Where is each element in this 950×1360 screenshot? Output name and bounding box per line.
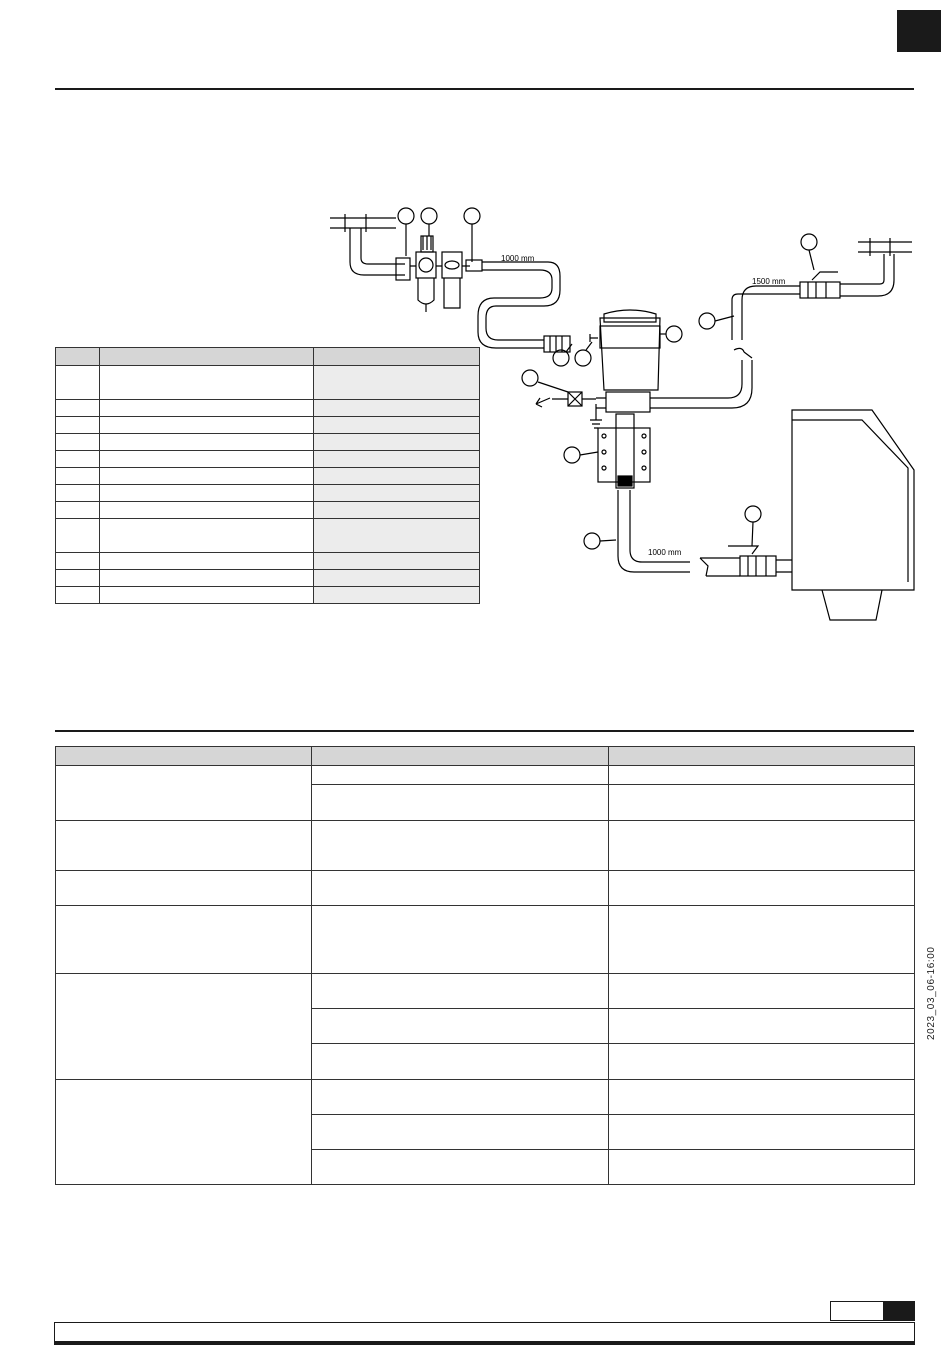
dimension-suction-hose: 1000 mm <box>648 548 682 557</box>
footer-rule <box>54 1342 915 1345</box>
table-row <box>56 417 480 434</box>
table-row <box>56 570 480 587</box>
troubleshooting-table-header <box>56 747 915 766</box>
air-supply-pipe <box>330 214 410 280</box>
page-number-badge <box>830 1301 915 1321</box>
parts-table <box>55 347 480 604</box>
table-row <box>56 553 480 570</box>
table-row <box>56 366 480 400</box>
table-row <box>56 906 915 974</box>
troubleshooting-table <box>55 746 915 1185</box>
table-row <box>56 974 915 1009</box>
tank-connection <box>700 546 792 576</box>
table-row <box>56 434 480 451</box>
table-row <box>56 821 915 871</box>
filter-regulator <box>410 236 482 312</box>
parts-table-header <box>56 348 480 366</box>
page-badge-fill <box>883 1302 914 1320</box>
air-hose <box>478 262 570 352</box>
table-row <box>56 1080 915 1115</box>
section-rule-troubleshooting <box>55 730 914 732</box>
outlet-valve <box>536 392 596 407</box>
dimension-air-hose: 1000 mm <box>501 254 535 263</box>
table-row <box>56 400 480 417</box>
dimension-return-hose: 1500 mm <box>752 277 786 286</box>
table-row <box>56 519 480 553</box>
table-row <box>56 587 480 604</box>
pump-body <box>590 310 662 428</box>
table-row <box>56 766 915 785</box>
table-row <box>56 485 480 502</box>
table-row <box>56 451 480 468</box>
table-row <box>56 468 480 485</box>
container <box>792 410 914 620</box>
revision-stamp: 2023_03_06-16:00 <box>926 946 937 1040</box>
footer-box <box>54 1322 915 1342</box>
table-row <box>56 871 915 906</box>
table-row <box>56 502 480 519</box>
